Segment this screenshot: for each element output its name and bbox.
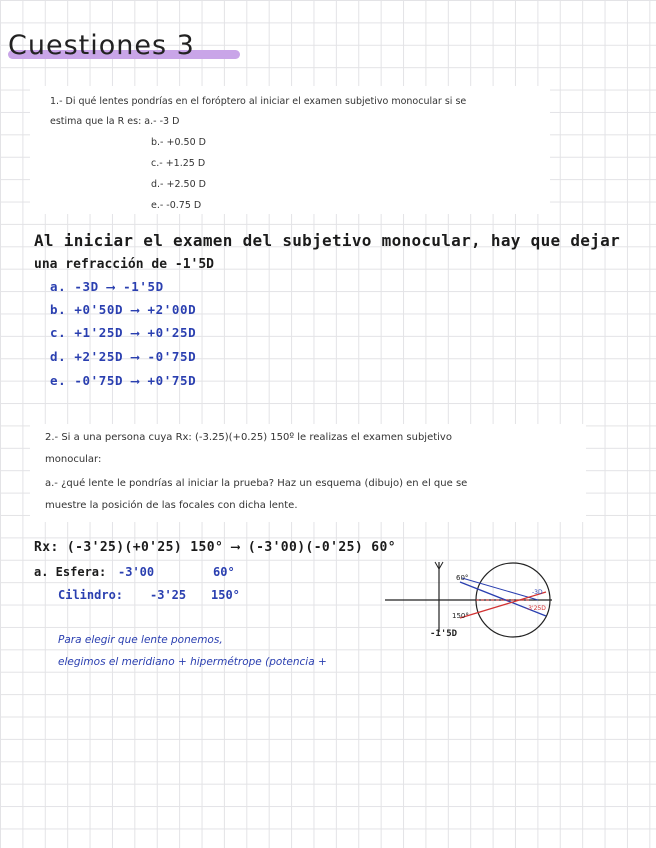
q1-option-d: d.- +2.50 D — [151, 179, 206, 190]
answer2-note-line-1: Para elegir que lente ponemos, — [58, 634, 223, 646]
answer2-cilindro-value: -3'25 — [150, 588, 187, 602]
answer1-item-a: a. -3D ⟶ -1'5D — [50, 279, 164, 294]
q1-line-2: estima que la R es: a.- -3 D — [50, 116, 180, 127]
q1-line-1: 1.- Di qué lentes pondrías en el foróptero al iniciar el examen subjetivo monocular si se — [50, 96, 467, 107]
answer1-line-2: una refracción de -1'5D — [34, 257, 215, 272]
answer2-note-line-2: elegimos el meridiano + hipermétrope (potencia + — [58, 656, 327, 668]
diagram-label-minus3: -3D — [532, 589, 543, 596]
q2-line-3: a.- ¿qué lente le pondrías al iniciar la prueba? Haz un esquema (dibujo) en el que se — [45, 478, 468, 489]
q2-line-4: muestre la posición de las focales con dicha lente. — [45, 500, 298, 511]
answer1-item-e: e. -0'75D ⟶ +0'75D — [50, 373, 197, 388]
diagram-label-minus325: -3'25D — [526, 605, 546, 612]
answer2-esfera-label: a. Esfera: — [34, 565, 107, 579]
page-title: Cuestiones 3 — [8, 30, 195, 61]
answer1-line-1: Al iniciar el examen del subjetivo monocular, hay que dejar — [34, 231, 621, 250]
answer2-rx-line: Rx: (-3'25)(+0'25) 150° ⟶ (-3'00)(-0'25) 60° — [34, 540, 396, 555]
q1-option-b: b.- +0.50 D — [151, 137, 206, 148]
diagram-label-bottom: -1'5D — [430, 629, 458, 639]
answer1-item-d: d. +2'25D ⟶ -0'75D — [50, 349, 197, 364]
focal-diagram — [380, 552, 560, 642]
q1-option-e: e.- -0.75 D — [151, 200, 202, 211]
title-block — [8, 30, 195, 61]
answer2-esfera-axis: 60° — [213, 565, 235, 579]
answer2-cilindro-axis: 150° — [211, 588, 240, 602]
answer1-item-c: c. +1'25D ⟶ +0'25D — [50, 325, 197, 340]
q2-line-2: monocular: — [45, 454, 102, 465]
answer1-item-b: b. +0'50D ⟶ +2'00D — [50, 302, 197, 317]
question-2 — [30, 424, 586, 522]
question-1 — [30, 86, 550, 214]
meridian-line-blue — [462, 578, 538, 600]
diagram-label-60: 60° — [456, 574, 469, 582]
answer2-cilindro-label: Cilindro: — [58, 588, 124, 602]
q2-line-1: 2.- Si a una persona cuya Rx: (-3.25)(+0.25) 150º le realizas el examen subjetivo — [45, 432, 452, 443]
diagram-label-150: 150° — [452, 612, 469, 620]
answer2-esfera-value: -3'00 — [118, 565, 155, 579]
q1-option-c: c.- +1.25 D — [151, 158, 206, 169]
